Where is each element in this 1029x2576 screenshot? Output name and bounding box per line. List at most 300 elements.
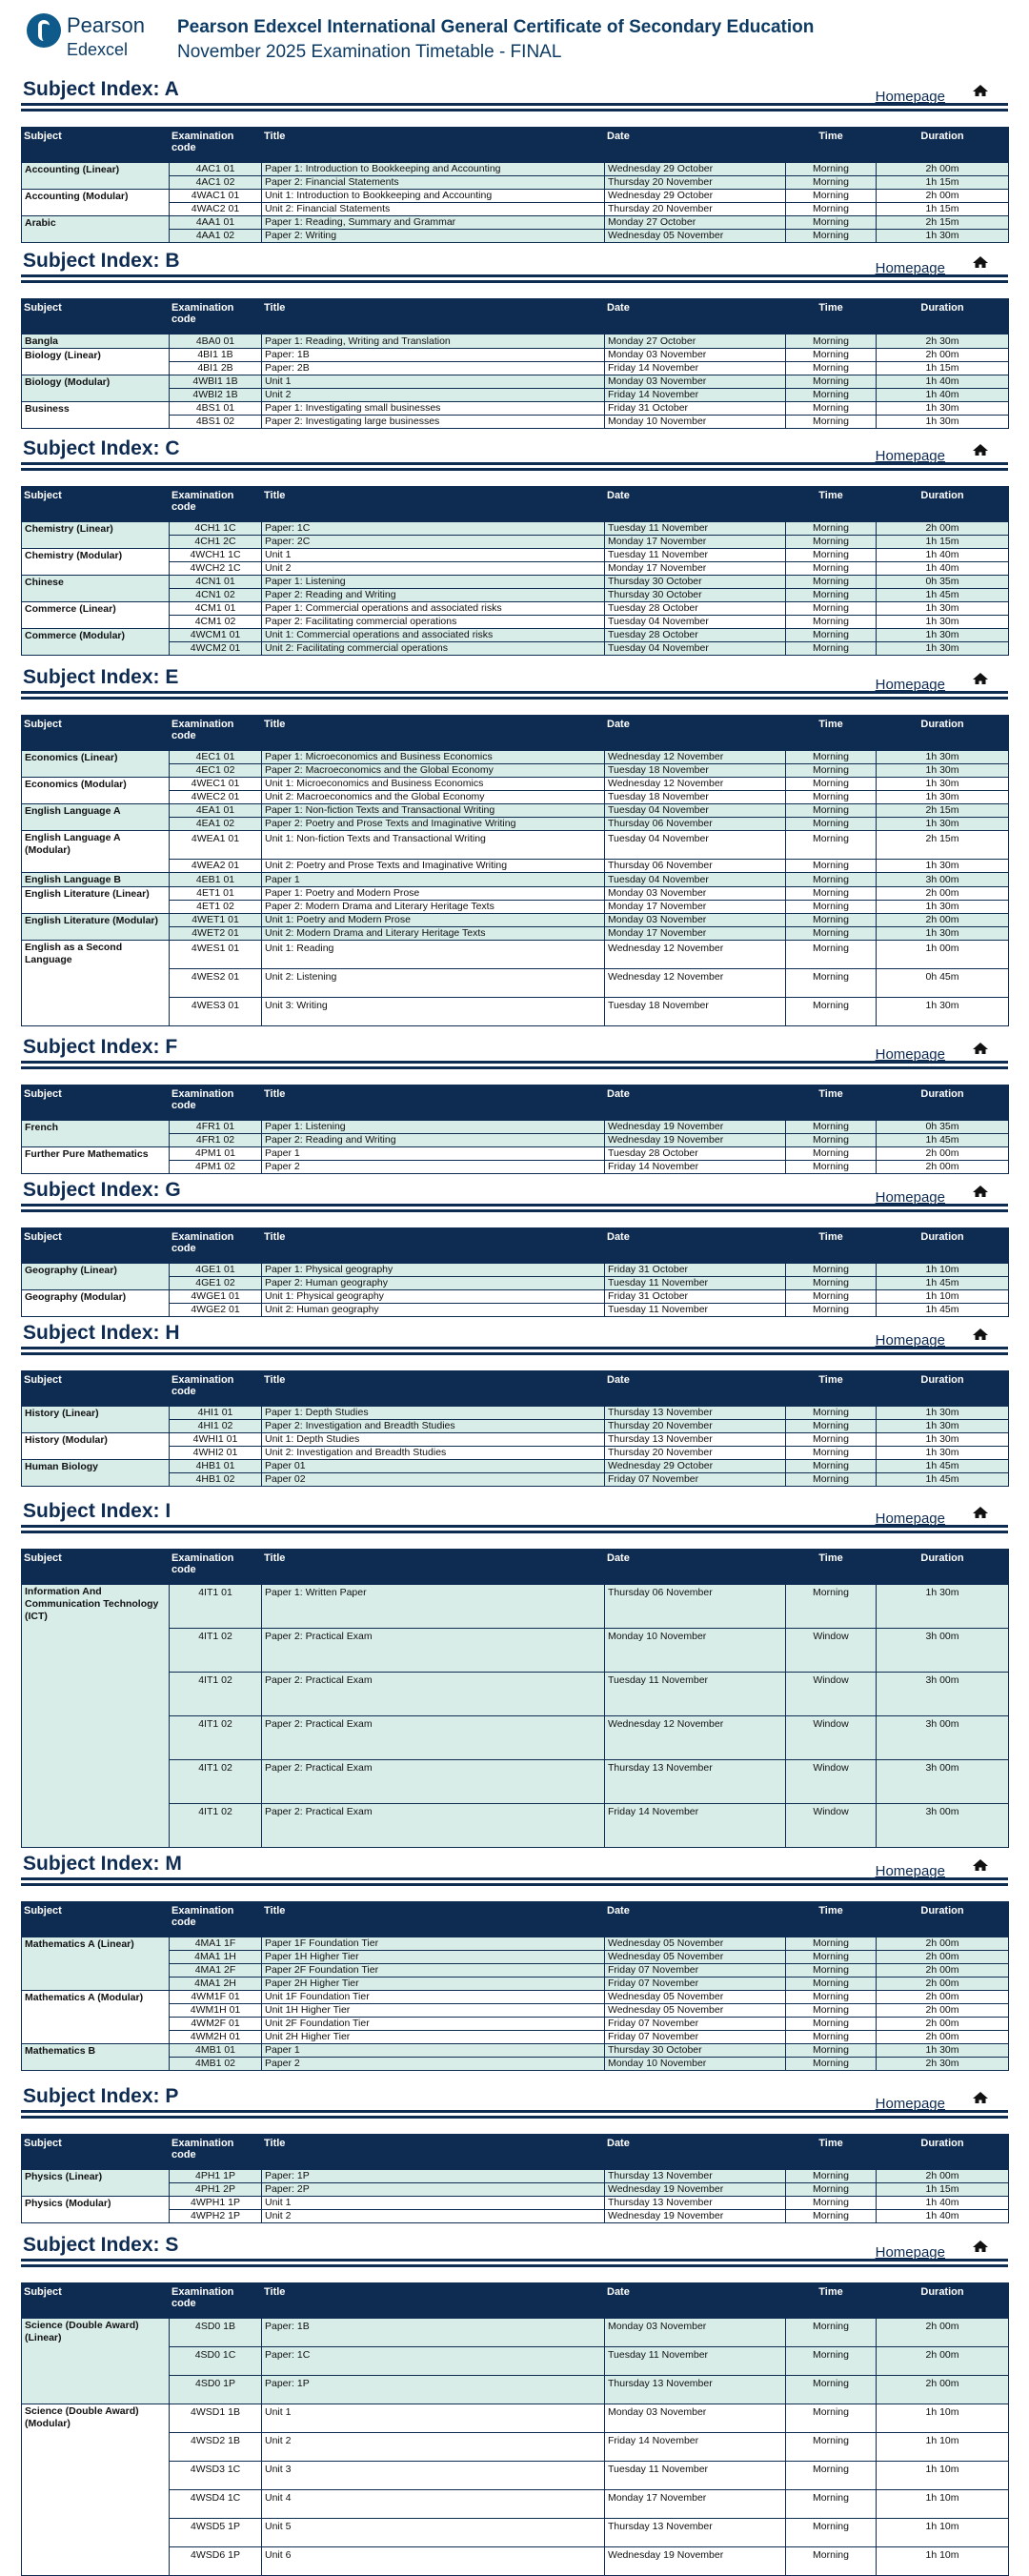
col-subject-header: Subject bbox=[22, 2135, 170, 2170]
col-duration-header: Duration bbox=[877, 1550, 1009, 1585]
table-row bbox=[22, 2210, 1009, 2223]
homepage-link[interactable]: Homepage bbox=[875, 1332, 945, 1349]
duration-cell: 1h 40m bbox=[877, 562, 1009, 576]
duration-cell: 1h 15m bbox=[877, 362, 1009, 375]
date-cell: Tuesday 28 October bbox=[605, 629, 786, 642]
date-cell: Tuesday 11 November bbox=[605, 1673, 786, 1716]
code-cell: 4FR1 01 bbox=[170, 1121, 262, 1134]
table-row bbox=[22, 176, 1009, 190]
section-title: Subject Index: G bbox=[23, 1179, 181, 1201]
table-row bbox=[22, 998, 1009, 1026]
subject-cell: Commerce (Linear) bbox=[22, 602, 170, 629]
code-cell: 4EB1 01 bbox=[170, 873, 262, 887]
subject-cell: Science (Double Award) (Modular) bbox=[22, 2404, 170, 2576]
duration-cell: 1h 45m bbox=[877, 1277, 1009, 1290]
time-cell: Morning bbox=[786, 1585, 877, 1629]
title-cell: Unit 1: Non-fiction Texts and Transactional Writing bbox=[262, 831, 605, 860]
duration-cell: 2h 00m bbox=[877, 1161, 1009, 1174]
title-cell: Paper 1: Poetry and Modern Prose bbox=[262, 887, 605, 901]
subject-cell: Geography (Modular) bbox=[22, 1290, 170, 1317]
title-cell: Paper 1 bbox=[262, 2044, 605, 2058]
col-subject-header: Subject bbox=[22, 1085, 170, 1121]
title-cell: Unit 3 bbox=[262, 2462, 605, 2490]
duration-cell: 1h 40m bbox=[877, 389, 1009, 402]
table-row bbox=[22, 2004, 1009, 2018]
table-row bbox=[22, 887, 1009, 901]
time-cell: Morning bbox=[786, 2519, 877, 2547]
date-cell: Monday 03 November bbox=[605, 375, 786, 389]
time-cell: Morning bbox=[786, 549, 877, 562]
col-title-header: Title bbox=[262, 1228, 605, 1264]
duration-cell: 2h 00m bbox=[877, 2018, 1009, 2031]
col-code-header: Examination code bbox=[170, 1550, 262, 1585]
duration-cell: 1h 15m bbox=[877, 2183, 1009, 2197]
title-cell: Unit 1: Microeconomics and Business Economics bbox=[262, 778, 605, 791]
time-cell: Morning bbox=[786, 1460, 877, 1473]
duration-cell: 1h 10m bbox=[877, 2462, 1009, 2490]
section-title: Subject Index: B bbox=[23, 250, 180, 272]
code-cell: 4EA1 01 bbox=[170, 804, 262, 818]
col-subject-header: Subject bbox=[22, 128, 170, 163]
duration-cell: 2h 30m bbox=[877, 335, 1009, 349]
subject-cell: Commerce (Modular) bbox=[22, 629, 170, 656]
table-row bbox=[22, 1716, 1009, 1760]
duration-cell: 1h 40m bbox=[877, 2197, 1009, 2210]
col-time-header: Time bbox=[786, 128, 877, 163]
col-code-header: Examination code bbox=[170, 2283, 262, 2319]
duration-cell: 1h 30m bbox=[877, 927, 1009, 941]
title-cell: Unit 5 bbox=[262, 2519, 605, 2547]
section-header bbox=[21, 2081, 1008, 2113]
date-cell: Thursday 13 November bbox=[605, 2170, 786, 2183]
duration-cell: 2h 00m bbox=[877, 1978, 1009, 1991]
duration-cell: 2h 00m bbox=[877, 2031, 1009, 2044]
title-cell: Paper 2: Investigation and Breadth Studies bbox=[262, 1420, 605, 1433]
title-cell: Paper 2: Investigating large businesses bbox=[262, 416, 605, 429]
code-cell: 4CM1 01 bbox=[170, 602, 262, 616]
subject-index-section bbox=[21, 2230, 1008, 2576]
date-cell: Monday 17 November bbox=[605, 901, 786, 914]
homepage-link[interactable]: Homepage bbox=[875, 89, 945, 105]
section-header bbox=[21, 74, 1008, 106]
code-cell: 4AA1 02 bbox=[170, 230, 262, 243]
duration-cell: 2h 00m bbox=[877, 163, 1009, 176]
table-row bbox=[22, 2462, 1009, 2490]
date-cell: Friday 07 November bbox=[605, 1964, 786, 1978]
table-row bbox=[22, 1264, 1009, 1277]
code-cell: 4WEA2 01 bbox=[170, 860, 262, 873]
date-cell: Tuesday 04 November bbox=[605, 616, 786, 629]
subject-index-section bbox=[21, 1496, 1008, 1848]
code-cell: 4WET1 01 bbox=[170, 914, 262, 927]
time-cell: Morning bbox=[786, 562, 877, 576]
date-cell: Thursday 13 November bbox=[605, 2376, 786, 2404]
homepage-link[interactable]: Homepage bbox=[875, 2096, 945, 2112]
time-cell: Morning bbox=[786, 2347, 877, 2376]
table-row bbox=[22, 642, 1009, 656]
subject-index-section bbox=[21, 2081, 1008, 2223]
code-cell: 4WSD2 1B bbox=[170, 2433, 262, 2462]
code-cell: 4WCM1 01 bbox=[170, 629, 262, 642]
table-row bbox=[22, 335, 1009, 349]
time-cell: Morning bbox=[786, 642, 877, 656]
code-cell: 4PM1 02 bbox=[170, 1161, 262, 1174]
subject-cell: Chemistry (Modular) bbox=[22, 549, 170, 576]
timetable bbox=[21, 2282, 1009, 2576]
table-row bbox=[22, 2170, 1009, 2183]
col-time-header: Time bbox=[786, 716, 877, 751]
col-title-header: Title bbox=[262, 2283, 605, 2319]
code-cell: 4AC1 02 bbox=[170, 176, 262, 190]
title-cell: Paper: 1P bbox=[262, 2170, 605, 2183]
home-icon[interactable] bbox=[972, 2091, 989, 2104]
time-cell: Morning bbox=[786, 1290, 877, 1304]
table-row bbox=[22, 522, 1009, 536]
home-icon[interactable] bbox=[972, 1042, 989, 1055]
title-cell: Paper 2: Facilitating commercial operations bbox=[262, 616, 605, 629]
home-icon[interactable] bbox=[972, 84, 989, 97]
title-cell: Unit 1 bbox=[262, 549, 605, 562]
section-header bbox=[21, 662, 1008, 694]
code-cell: 4BS1 01 bbox=[170, 402, 262, 416]
code-cell: 4MA1 1F bbox=[170, 1937, 262, 1951]
date-cell: Thursday 06 November bbox=[605, 818, 786, 831]
col-subject-header: Subject bbox=[22, 1550, 170, 1585]
code-cell: 4PM1 01 bbox=[170, 1147, 262, 1161]
date-cell: Tuesday 11 November bbox=[605, 549, 786, 562]
pearson-logo-icon bbox=[27, 13, 61, 48]
home-icon[interactable] bbox=[972, 1185, 989, 1198]
col-code-header: Examination code bbox=[170, 299, 262, 335]
duration-cell: 1h 30m bbox=[877, 2044, 1009, 2058]
duration-cell: 1h 30m bbox=[877, 818, 1009, 831]
duration-cell: 1h 30m bbox=[877, 230, 1009, 243]
time-cell: Morning bbox=[786, 2058, 877, 2071]
date-cell: Thursday 06 November bbox=[605, 860, 786, 873]
title-cell: Unit 2: Facilitating commercial operations bbox=[262, 642, 605, 656]
homepage-link[interactable]: Homepage bbox=[875, 1189, 945, 1206]
duration-cell: 1h 30m bbox=[877, 1407, 1009, 1420]
time-cell: Morning bbox=[786, 2197, 877, 2210]
col-date-header: Date bbox=[605, 487, 786, 522]
time-cell: Morning bbox=[786, 389, 877, 402]
section-title: Subject Index: H bbox=[23, 1322, 180, 1344]
table-row bbox=[22, 1433, 1009, 1447]
code-cell: 4WEC2 01 bbox=[170, 791, 262, 804]
duration-cell: 1h 30m bbox=[877, 1420, 1009, 1433]
table-row bbox=[22, 941, 1009, 969]
homepage-link[interactable]: Homepage bbox=[875, 1046, 945, 1063]
subject-cell: Chemistry (Linear) bbox=[22, 522, 170, 549]
subject-cell: History (Modular) bbox=[22, 1433, 170, 1460]
code-cell: 4AA1 01 bbox=[170, 216, 262, 230]
title-cell: Unit 1: Physical geography bbox=[262, 1290, 605, 1304]
date-cell: Monday 03 November bbox=[605, 887, 786, 901]
title-cell: Paper 2: Poetry and Prose Texts and Imaginative Writing bbox=[262, 818, 605, 831]
code-cell: 4IT1 02 bbox=[170, 1804, 262, 1848]
timetable bbox=[21, 486, 1009, 656]
duration-cell: 1h 30m bbox=[877, 860, 1009, 873]
table-row bbox=[22, 1473, 1009, 1487]
date-cell: Friday 07 November bbox=[605, 1473, 786, 1487]
section-title: Subject Index: M bbox=[23, 1853, 182, 1875]
table-row bbox=[22, 536, 1009, 549]
title-cell: Paper: 1C bbox=[262, 2347, 605, 2376]
table-row bbox=[22, 927, 1009, 941]
time-cell: Morning bbox=[786, 190, 877, 203]
section-rule bbox=[21, 468, 1008, 471]
time-cell: Morning bbox=[786, 402, 877, 416]
code-cell: 4WSD3 1C bbox=[170, 2462, 262, 2490]
home-icon[interactable] bbox=[972, 2240, 989, 2253]
table-row bbox=[22, 1290, 1009, 1304]
col-time-header: Time bbox=[786, 299, 877, 335]
col-time-header: Time bbox=[786, 1902, 877, 1937]
homepage-link[interactable]: Homepage bbox=[875, 677, 945, 693]
date-cell: Tuesday 28 October bbox=[605, 1147, 786, 1161]
title-cell: Paper 2 bbox=[262, 2058, 605, 2071]
duration-cell: 1h 10m bbox=[877, 1264, 1009, 1277]
subject-cell: Business bbox=[22, 402, 170, 429]
title-cell: Paper 1: Commercial operations and associated risks bbox=[262, 602, 605, 616]
homepage-link[interactable]: Homepage bbox=[875, 1511, 945, 1527]
table-row bbox=[22, 2044, 1009, 2058]
date-cell: Wednesday 19 November bbox=[605, 1121, 786, 1134]
col-date-header: Date bbox=[605, 1902, 786, 1937]
table-header-row bbox=[22, 1902, 1009, 1937]
table-row bbox=[22, 1121, 1009, 1134]
subject-index-section bbox=[21, 1318, 1008, 1487]
subject-cell: Information And Communication Technology (ICT) bbox=[22, 1585, 170, 1848]
title-cell: Unit 1F Foundation Tier bbox=[262, 1991, 605, 2004]
title-cell: Paper 1F Foundation Tier bbox=[262, 1937, 605, 1951]
table-row bbox=[22, 2547, 1009, 2576]
section-header bbox=[21, 1318, 1008, 1349]
duration-cell: 2h 00m bbox=[877, 2319, 1009, 2347]
code-cell: 4WCM2 01 bbox=[170, 642, 262, 656]
time-cell: Morning bbox=[786, 602, 877, 616]
table-row bbox=[22, 2197, 1009, 2210]
table-row bbox=[22, 1951, 1009, 1964]
date-cell: Thursday 30 October bbox=[605, 576, 786, 589]
title-cell: Paper 2: Reading and Writing bbox=[262, 1134, 605, 1147]
table-row bbox=[22, 1585, 1009, 1629]
date-cell: Thursday 13 November bbox=[605, 2197, 786, 2210]
subject-cell: Accounting (Modular) bbox=[22, 190, 170, 216]
home-icon[interactable] bbox=[972, 443, 989, 456]
table-header-row bbox=[22, 487, 1009, 522]
code-cell: 4WM1F 01 bbox=[170, 1991, 262, 2004]
col-date-header: Date bbox=[605, 299, 786, 335]
subject-cell: Mathematics B bbox=[22, 2044, 170, 2071]
home-icon[interactable] bbox=[972, 1506, 989, 1519]
code-cell: 4EA1 02 bbox=[170, 818, 262, 831]
time-cell: Window bbox=[786, 1804, 877, 1848]
date-cell: Tuesday 11 November bbox=[605, 522, 786, 536]
time-cell: Morning bbox=[786, 2490, 877, 2519]
section-rule bbox=[21, 1066, 1008, 1069]
date-cell: Monday 10 November bbox=[605, 1629, 786, 1673]
duration-cell: 1h 10m bbox=[877, 2433, 1009, 2462]
title-cell: Paper: 1B bbox=[262, 349, 605, 362]
section-rule bbox=[21, 1531, 1008, 1533]
title-cell: Paper 2: Macroeconomics and the Global Economy bbox=[262, 764, 605, 778]
title-cell: Paper 1: Microeconomics and Business Economics bbox=[262, 751, 605, 764]
subject-cell: Science (Double Award) (Linear) bbox=[22, 2319, 170, 2404]
time-cell: Morning bbox=[786, 1937, 877, 1951]
table-row bbox=[22, 751, 1009, 764]
title-cell: Paper 2: Practical Exam bbox=[262, 1760, 605, 1804]
table-header-row bbox=[22, 1085, 1009, 1121]
time-cell: Morning bbox=[786, 416, 877, 429]
brand-name: Pearson bbox=[67, 13, 145, 37]
col-subject-header: Subject bbox=[22, 1371, 170, 1407]
table-row bbox=[22, 549, 1009, 562]
section-rule bbox=[21, 2264, 1008, 2267]
duration-cell: 2h 00m bbox=[877, 2347, 1009, 2376]
subject-cell: Human Biology bbox=[22, 1460, 170, 1487]
duration-cell: 1h 00m bbox=[877, 941, 1009, 969]
col-title-header: Title bbox=[262, 1550, 605, 1585]
time-cell: Morning bbox=[786, 349, 877, 362]
subject-cell: Biology (Modular) bbox=[22, 375, 170, 402]
section-rule bbox=[21, 1352, 1008, 1355]
duration-cell: 1h 30m bbox=[877, 1433, 1009, 1447]
code-cell: 4WCH2 1C bbox=[170, 562, 262, 576]
subject-cell: Geography (Linear) bbox=[22, 1264, 170, 1290]
homepage-link[interactable]: Homepage bbox=[875, 1863, 945, 1879]
code-cell: 4CH1 2C bbox=[170, 536, 262, 549]
subject-cell: Economics (Linear) bbox=[22, 751, 170, 778]
duration-cell: 1h 30m bbox=[877, 616, 1009, 629]
time-cell: Morning bbox=[786, 791, 877, 804]
code-cell: 4IT1 02 bbox=[170, 1760, 262, 1804]
home-icon[interactable] bbox=[972, 1858, 989, 1872]
section-title: Subject Index: I bbox=[23, 1500, 172, 1522]
date-cell: Friday 14 November bbox=[605, 389, 786, 402]
date-cell: Thursday 13 November bbox=[605, 1433, 786, 1447]
section-header bbox=[21, 246, 1008, 277]
title-cell: Unit 2 bbox=[262, 2210, 605, 2223]
code-cell: 4WET2 01 bbox=[170, 927, 262, 941]
home-icon[interactable] bbox=[972, 1328, 989, 1341]
duration-cell: 2h 00m bbox=[877, 1951, 1009, 1964]
duration-cell: 2h 15m bbox=[877, 216, 1009, 230]
col-title-header: Title bbox=[262, 1902, 605, 1937]
date-cell: Monday 17 November bbox=[605, 562, 786, 576]
subject-index-section bbox=[21, 246, 1008, 429]
date-cell: Monday 27 October bbox=[605, 335, 786, 349]
table-row bbox=[22, 1673, 1009, 1716]
subject-cell: French bbox=[22, 1121, 170, 1147]
subject-cell: Physics (Linear) bbox=[22, 2170, 170, 2197]
table-row bbox=[22, 2018, 1009, 2031]
date-cell: Thursday 06 November bbox=[605, 1585, 786, 1629]
subject-cell: English Literature (Linear) bbox=[22, 887, 170, 914]
homepage-link[interactable]: Homepage bbox=[875, 2244, 945, 2261]
homepage-link[interactable]: Homepage bbox=[875, 260, 945, 276]
col-duration-header: Duration bbox=[877, 2135, 1009, 2170]
duration-cell: 1h 45m bbox=[877, 1134, 1009, 1147]
duration-cell: 2h 00m bbox=[877, 1937, 1009, 1951]
date-cell: Wednesday 12 November bbox=[605, 778, 786, 791]
date-cell: Tuesday 04 November bbox=[605, 804, 786, 818]
section-header bbox=[21, 2230, 1008, 2262]
table-row bbox=[22, 1937, 1009, 1951]
title-cell: Paper 2: Practical Exam bbox=[262, 1716, 605, 1760]
title-cell: Unit 1 bbox=[262, 2197, 605, 2210]
title-cell: Paper: 2C bbox=[262, 536, 605, 549]
title-cell: Paper 2: Writing bbox=[262, 230, 605, 243]
time-cell: Morning bbox=[786, 203, 877, 216]
table-row bbox=[22, 416, 1009, 429]
subject-cell: Economics (Modular) bbox=[22, 778, 170, 804]
time-cell: Morning bbox=[786, 1134, 877, 1147]
date-cell: Wednesday 19 November bbox=[605, 1134, 786, 1147]
section-header bbox=[21, 1496, 1008, 1528]
col-code-header: Examination code bbox=[170, 716, 262, 751]
table-header-row bbox=[22, 128, 1009, 163]
title-cell: Paper: 2P bbox=[262, 2183, 605, 2197]
title-cell: Paper 2: Financial Statements bbox=[262, 176, 605, 190]
home-icon[interactable] bbox=[972, 672, 989, 685]
duration-cell: 1h 45m bbox=[877, 1460, 1009, 1473]
time-cell: Morning bbox=[786, 901, 877, 914]
table-row bbox=[22, 402, 1009, 416]
table-row bbox=[22, 1147, 1009, 1161]
title-cell: Unit 1 bbox=[262, 2404, 605, 2433]
duration-cell: 1h 30m bbox=[877, 402, 1009, 416]
table-row bbox=[22, 778, 1009, 791]
time-cell: Morning bbox=[786, 1264, 877, 1277]
title-cell: Unit 1: Commercial operations and associated risks bbox=[262, 629, 605, 642]
col-code-header: Examination code bbox=[170, 1228, 262, 1264]
time-cell: Morning bbox=[786, 375, 877, 389]
table-row bbox=[22, 2183, 1009, 2197]
code-cell: 4WAC1 01 bbox=[170, 190, 262, 203]
duration-cell: 1h 45m bbox=[877, 589, 1009, 602]
title-cell: Unit 2: Macroeconomics and the Global Economy bbox=[262, 791, 605, 804]
section-rule bbox=[21, 109, 1008, 112]
time-cell: Morning bbox=[786, 230, 877, 243]
subject-cell: Further Pure Mathematics bbox=[22, 1147, 170, 1174]
table-row bbox=[22, 2319, 1009, 2347]
date-cell: Wednesday 05 November bbox=[605, 230, 786, 243]
title-cell: Paper 1: Written Paper bbox=[262, 1585, 605, 1629]
date-cell: Friday 07 November bbox=[605, 2031, 786, 2044]
subject-index-section bbox=[21, 1175, 1008, 1317]
col-date-header: Date bbox=[605, 1371, 786, 1407]
time-cell: Morning bbox=[786, 2319, 877, 2347]
section-rule bbox=[21, 1209, 1008, 1212]
title-cell: Unit 2: Listening bbox=[262, 969, 605, 998]
home-icon[interactable] bbox=[972, 255, 989, 269]
col-code-header: Examination code bbox=[170, 2135, 262, 2170]
date-cell: Thursday 20 November bbox=[605, 1420, 786, 1433]
time-cell: Morning bbox=[786, 163, 877, 176]
table-row bbox=[22, 230, 1009, 243]
timetable bbox=[21, 1370, 1009, 1487]
table-header-row bbox=[22, 2135, 1009, 2170]
homepage-link[interactable]: Homepage bbox=[875, 448, 945, 464]
duration-cell: 1h 30m bbox=[877, 1585, 1009, 1629]
code-cell: 4BI1 1B bbox=[170, 349, 262, 362]
col-subject-header: Subject bbox=[22, 1902, 170, 1937]
duration-cell: 2h 00m bbox=[877, 914, 1009, 927]
title-cell: Paper 1: Reading, Summary and Grammar bbox=[262, 216, 605, 230]
duration-cell: 1h 10m bbox=[877, 2490, 1009, 2519]
date-cell: Friday 31 October bbox=[605, 1290, 786, 1304]
